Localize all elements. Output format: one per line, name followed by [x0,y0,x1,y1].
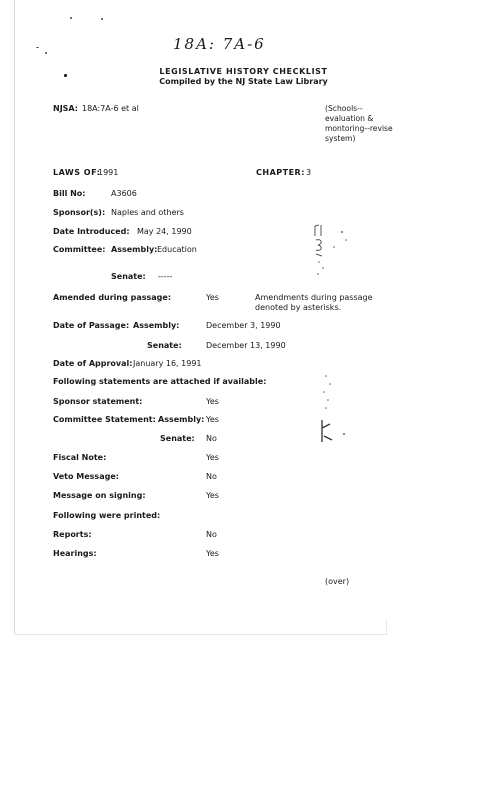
bill-value: A3606 [111,189,137,198]
veto-message-label: Veto Message: [53,472,119,481]
committee-assembly-value: Education [157,245,197,254]
veto-message-value: No [206,472,217,481]
amended-label: Amended during passage: [53,293,172,302]
fiscal-note-label: Fiscal Note: [53,453,107,462]
committee-senate-value: ----- [158,272,173,281]
subject-line-3: montoring--revise [325,124,393,133]
passage-assembly-label: Assembly: [133,321,180,330]
reports-value: No [206,530,217,539]
subject-line-1: (Schools-- [325,104,363,113]
chapter-label: CHAPTER: [256,168,305,177]
scan-speck [36,47,39,48]
page-subtitle: Compiled by the NJ State Law Library [159,77,328,86]
stamp-mark-lower [318,368,358,448]
approval-value: January 16, 1991 [133,359,202,368]
laws-of-value: 1991 [98,168,119,177]
sponsor-value: Naples and others [111,208,184,217]
chapter-value: 3 [306,168,312,177]
njsa-value: 18A:7A-6 et al [82,104,139,113]
committee-statement-senate-value: No [206,434,217,443]
amended-note-line-2: denoted by asterisks. [255,303,342,312]
handwritten-reference: 18A: 7A-6 [173,35,266,53]
date-introduced-value: May 24, 1990 [137,227,192,236]
sponsor-statement-value: Yes [206,397,219,406]
committee-senate-label: Senate: [111,272,146,281]
scan-speck [70,17,72,19]
message-on-signing-label: Message on signing: [53,491,146,500]
committee-statement-label: Committee Statement: [53,415,156,424]
bill-label: Bill No: [53,189,86,198]
amended-note-line-1: Amendments during passage [255,293,373,302]
date-introduced-label: Date Introduced: [53,227,130,236]
subject-line-2: evaluation & [325,114,374,123]
sponsor-label: Sponsor(s): [53,208,106,217]
passage-senate-label: Senate: [147,341,182,350]
sponsor-statement-label: Sponsor statement: [53,397,143,406]
approval-label: Date of Approval: [53,359,133,368]
amended-value: Yes [206,293,219,302]
committee-label: Committee: [53,245,106,254]
njsa-label: NJSA: [53,104,78,113]
laws-of-label: LAWS OF: [53,168,101,177]
committee-statement-assembly-value: Yes [206,415,219,424]
reports-label: Reports: [53,530,92,539]
committee-statement-assembly-label: Assembly: [158,415,205,424]
subject-line-4: system) [325,134,356,143]
passage-label: Date of Passage: [53,321,130,330]
page-bottom-edge [14,634,387,635]
page-left-edge [14,0,15,635]
message-on-signing-value: Yes [206,491,219,500]
stamp-mark-upper [306,222,358,280]
committee-statement-senate-label: Senate: [160,434,195,443]
over-note: (over) [325,577,350,586]
statements-heading: Following statements are attached if available: [53,377,267,386]
printed-heading: Following were printed: [53,511,161,520]
scan-speck [101,18,103,20]
scan-speck [45,52,47,54]
page-right-edge [386,620,387,635]
fiscal-note-value: Yes [206,453,219,462]
hearings-label: Hearings: [53,549,97,558]
passage-assembly-value: December 3, 1990 [206,321,281,330]
passage-senate-value: December 13, 1990 [206,341,286,350]
hearings-value: Yes [206,549,219,558]
page-title: LEGISLATIVE HISTORY CHECKLIST [159,67,328,76]
committee-assembly-label: Assembly: [111,245,158,254]
